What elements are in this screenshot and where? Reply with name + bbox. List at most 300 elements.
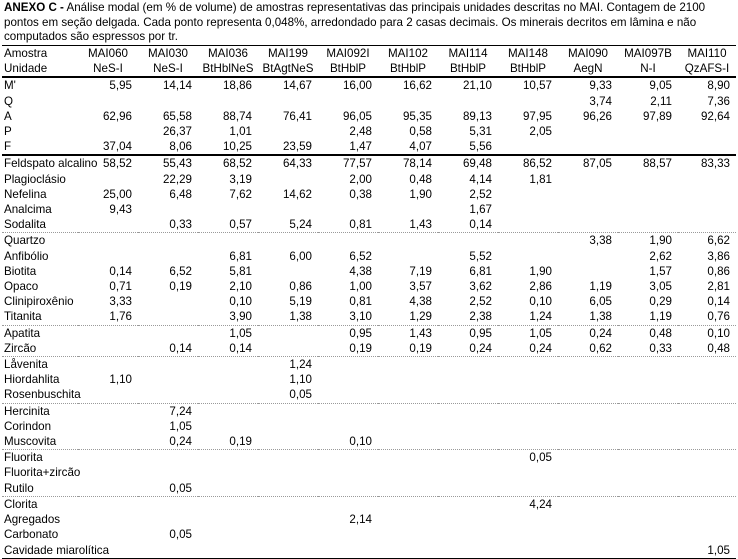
- table-cell: [258, 403, 318, 419]
- table-cell: 9,05: [649, 79, 672, 93]
- amostra-label: Amostra: [2, 46, 78, 62]
- table-cell: [438, 465, 498, 480]
- table-cell: [678, 496, 736, 512]
- table-cell: 6,52: [349, 249, 372, 263]
- table-cell: 1,43: [378, 325, 438, 341]
- table-cell: 5,31: [469, 125, 492, 139]
- table-cell: [498, 139, 558, 155]
- table-cell: 1,90: [618, 233, 678, 249]
- table-cell: [318, 372, 378, 387]
- table-cell: [678, 450, 736, 466]
- table-cell: 0,14: [707, 295, 730, 309]
- table-cell: 1,24: [529, 310, 552, 324]
- table-cell: [138, 372, 198, 387]
- modal-analysis-table: [2, 45, 736, 559]
- table-cell: [558, 172, 618, 187]
- table-cell: [498, 187, 558, 202]
- table-cell: [198, 403, 258, 419]
- table-cell: [78, 325, 138, 341]
- table-cell: [678, 527, 736, 542]
- table-cell: 4,14: [469, 172, 492, 186]
- table-row: [2, 264, 736, 279]
- table-cell: [198, 465, 258, 480]
- table-cell: 1,90: [529, 264, 552, 278]
- table-row: [2, 419, 736, 434]
- table-cell: [378, 512, 438, 527]
- table-cell: [498, 217, 558, 233]
- table-cell: 1,81: [529, 172, 552, 186]
- table-cell: 0,29: [649, 295, 672, 309]
- table-cell: [498, 387, 558, 403]
- table-cell: [618, 217, 678, 233]
- table-cell: [558, 187, 618, 202]
- table-cell: 0,24: [529, 341, 552, 355]
- table-cell: 65,58: [162, 109, 192, 123]
- table-cell: [498, 434, 558, 450]
- table-row: [2, 357, 736, 373]
- col-header-unidade: NeS-I: [138, 61, 198, 77]
- table-cell: 0,95: [318, 325, 378, 341]
- table-cell: 3,57: [409, 280, 432, 294]
- table-cell: [678, 217, 736, 233]
- table-row: [2, 403, 736, 419]
- table-cell: [618, 434, 678, 450]
- mineral-name: Plagioclásio: [4, 172, 66, 186]
- table-cell: [378, 94, 438, 109]
- table-cell: 0,10: [678, 325, 736, 341]
- table-cell: [78, 481, 138, 497]
- table-cell: 0,76: [707, 310, 730, 324]
- table-cell: 2,00: [349, 172, 372, 186]
- table-cell: 68,52: [198, 155, 258, 171]
- table-cell: [378, 233, 438, 249]
- mineral-name: Feldspato alcalino: [4, 157, 98, 171]
- table-row: [2, 217, 736, 233]
- mineral-name: Corindon: [4, 419, 52, 433]
- table-row: [2, 187, 736, 202]
- table-cell: 69,48: [438, 155, 498, 171]
- table-cell: [558, 419, 618, 434]
- mineral-name: Clinipiroxênio: [4, 295, 74, 309]
- table-cell: 8,90: [707, 79, 730, 93]
- table-cell: 0,81: [349, 218, 372, 232]
- mineral-name: Zircão: [4, 341, 37, 355]
- table-cell: [258, 450, 318, 466]
- table-cell: [438, 357, 498, 373]
- table-cell: 2,62: [649, 249, 672, 263]
- table-cell: 2,11: [650, 94, 672, 108]
- table-row: [2, 527, 736, 542]
- table-cell: 0,19: [169, 280, 192, 294]
- table-cell: 95,35: [402, 109, 432, 123]
- table-cell: 1,90: [409, 187, 432, 201]
- table-cell: [138, 294, 198, 309]
- table-cell: [618, 172, 678, 187]
- table-cell: 9,43: [109, 203, 132, 217]
- table-cell: [318, 465, 378, 480]
- table-cell: 0,95: [438, 325, 498, 341]
- table-cell: 1,29: [409, 310, 432, 324]
- table-cell: [438, 419, 498, 434]
- table-row: [2, 512, 736, 527]
- table-cell: 0,14: [469, 218, 492, 232]
- table-cell: [78, 387, 138, 403]
- table-cell: [258, 94, 318, 109]
- col-header-amostra: MAI030: [138, 46, 198, 62]
- mineral-name: Carbonato: [4, 528, 59, 542]
- table-cell: 3,62: [469, 280, 492, 294]
- table-cell: [498, 249, 558, 264]
- table-cell: [378, 465, 438, 480]
- table-cell: [198, 94, 258, 109]
- table-cell: [498, 233, 558, 249]
- table-cell: 3,74: [589, 94, 612, 108]
- table-cell: 6,05: [589, 295, 612, 309]
- col-header-amostra: MAI060: [78, 46, 138, 62]
- table-cell: 0,10: [229, 295, 252, 309]
- table-cell: [438, 543, 498, 559]
- table-cell: 0,05: [498, 450, 558, 466]
- table-row: [2, 94, 736, 109]
- col-header-unidade: BtAgtNeS: [258, 61, 318, 77]
- table-row: [2, 294, 736, 309]
- table-cell: [78, 94, 138, 109]
- table-cell: [438, 512, 498, 527]
- col-header-amostra: MAI199: [258, 46, 318, 62]
- table-cell: [198, 387, 258, 403]
- table-cell: [678, 465, 736, 480]
- mineral-name: Opaco: [4, 280, 39, 294]
- table-cell: 1,10: [289, 373, 312, 387]
- table-cell: [318, 543, 378, 559]
- table-row: [2, 450, 736, 466]
- table-cell: [618, 512, 678, 527]
- table-cell: [198, 233, 258, 249]
- table-cell: 0,14: [169, 341, 192, 355]
- mineral-name: Rutilo: [4, 481, 34, 495]
- table-cell: [678, 202, 736, 217]
- table-cell: [558, 357, 618, 373]
- table-row: [2, 341, 736, 357]
- table-row: [2, 124, 736, 139]
- table-body: [2, 46, 736, 559]
- col-header-amostra: MAI036: [198, 46, 258, 62]
- table-cell: [78, 233, 138, 249]
- table-cell: [378, 419, 438, 434]
- table-cell: 14,14: [162, 79, 192, 93]
- table-cell: [618, 450, 678, 466]
- table-cell: 0,24: [558, 325, 618, 341]
- table-cell: [558, 124, 618, 139]
- table-cell: [258, 264, 318, 279]
- table-cell: [78, 217, 138, 233]
- table-cell: 5,24: [289, 218, 312, 232]
- table-cell: [678, 387, 736, 403]
- mineral-name: Fluorita+zircão: [4, 466, 81, 480]
- table-cell: [78, 496, 138, 512]
- table-cell: [498, 512, 558, 527]
- table-cell: 2,81: [707, 280, 730, 294]
- table-cell: [678, 403, 736, 419]
- table-cell: 4,07: [378, 139, 438, 155]
- table-row: [2, 465, 736, 480]
- table-cell: [498, 372, 558, 387]
- mineral-name: Muscovita: [4, 435, 57, 449]
- table-row: [2, 543, 736, 559]
- table-cell: 0,33: [169, 218, 192, 232]
- table-cell: [78, 419, 138, 434]
- table-cell: 0,05: [169, 528, 192, 542]
- mineral-name: Sodalita: [4, 218, 46, 232]
- table-cell: [378, 434, 438, 450]
- table-row: [2, 309, 736, 325]
- table-cell: [378, 403, 438, 419]
- table-cell: [618, 419, 678, 434]
- table-cell: 0,48: [707, 341, 730, 355]
- table-cell: [618, 139, 678, 155]
- table-cell: [78, 527, 138, 542]
- table-cell: 0,05: [169, 481, 192, 495]
- table-cell: 0,10: [349, 435, 372, 449]
- table-cell: [198, 419, 258, 434]
- header-row-unidade: [2, 61, 736, 77]
- table-cell: [138, 387, 198, 403]
- table-cell: [618, 481, 678, 497]
- table-cell: [258, 202, 318, 217]
- table-cell: 16,00: [342, 79, 372, 93]
- table-row: [2, 202, 736, 217]
- table-cell: [258, 496, 318, 512]
- table-cell: 1,05: [198, 325, 258, 341]
- table-cell: 78,14: [378, 155, 438, 171]
- table-cell: 0,71: [109, 280, 132, 294]
- table-cell: 2,14: [349, 513, 372, 527]
- table-cell: [378, 372, 438, 387]
- mineral-name: Q: [4, 94, 14, 108]
- table-row: [2, 249, 736, 264]
- table-cell: 0,14: [109, 264, 132, 278]
- table-cell: 1,00: [349, 280, 372, 294]
- table-cell: 4,24: [498, 496, 558, 512]
- table-cell: 1,01: [229, 125, 252, 139]
- table-cell: 0,14: [229, 341, 252, 355]
- table-cell: 1,05: [498, 325, 558, 341]
- table-cell: [558, 527, 618, 542]
- table-row: [2, 155, 736, 171]
- table-cell: 3,86: [707, 249, 730, 263]
- table-cell: 83,33: [678, 155, 736, 171]
- table-cell: [138, 249, 198, 264]
- table-cell: 6,48: [169, 187, 192, 201]
- table-cell: 3,10: [349, 310, 372, 324]
- mineral-name: Hercinita: [2, 403, 78, 419]
- col-header-unidade: BtHblP: [498, 61, 558, 77]
- col-header-unidade: BtHblNeS: [198, 61, 258, 77]
- table-cell: [258, 465, 318, 480]
- table-cell: [318, 527, 378, 542]
- table-cell: 14,67: [282, 79, 312, 93]
- table-cell: [378, 249, 438, 264]
- table-cell: [258, 481, 318, 497]
- table-cell: 87,05: [558, 155, 618, 171]
- table-row: [2, 77, 736, 93]
- table-cell: 4,38: [409, 295, 432, 309]
- col-header-unidade: BtHblP: [378, 61, 438, 77]
- table-cell: [678, 139, 736, 155]
- table-cell: [198, 450, 258, 466]
- table-cell: [138, 94, 198, 109]
- table-cell: 14,62: [282, 187, 312, 201]
- table-cell: [138, 233, 198, 249]
- table-cell: 62,96: [102, 109, 132, 123]
- table-cell: [438, 387, 498, 403]
- table-cell: 0,86: [707, 264, 730, 278]
- table-cell: [258, 543, 318, 559]
- table-cell: [78, 403, 138, 419]
- table-cell: 0,86: [289, 280, 312, 294]
- table-cell: 2,05: [529, 125, 552, 139]
- mineral-name: Cavidade miarolítica: [4, 543, 110, 557]
- table-cell: 0,81: [349, 295, 372, 309]
- table-cell: 0,38: [349, 187, 372, 201]
- table-cell: 3,19: [229, 172, 252, 186]
- mineral-name: Agregados: [4, 513, 61, 527]
- table-cell: [438, 403, 498, 419]
- table-cell: [318, 450, 378, 466]
- table-cell: [258, 419, 318, 434]
- table-cell: 1,43: [409, 218, 432, 232]
- table-cell: 25,00: [102, 187, 132, 201]
- table-cell: [198, 202, 258, 217]
- mineral-name: P: [4, 125, 12, 139]
- table-cell: [138, 450, 198, 466]
- table-cell: 2,86: [529, 280, 552, 294]
- table-cell: 1,10: [109, 373, 132, 387]
- table-cell: 5,81: [229, 264, 252, 278]
- table-row: [2, 279, 736, 294]
- table-cell: [198, 512, 258, 527]
- table-cell: [438, 450, 498, 466]
- table-cell: [558, 450, 618, 466]
- table-cell: 37,04: [78, 139, 138, 155]
- table-cell: 7,19: [409, 264, 432, 278]
- table-cell: [618, 403, 678, 419]
- table-cell: [678, 172, 736, 187]
- table-cell: [618, 187, 678, 202]
- mineral-name: Apatita: [2, 325, 78, 341]
- table-cell: [258, 124, 318, 139]
- table-cell: 92,64: [700, 109, 730, 123]
- table-cell: [78, 357, 138, 373]
- table-cell: [78, 450, 138, 466]
- table-row: [2, 481, 736, 497]
- table-cell: [378, 481, 438, 497]
- table-cell: 18,86: [222, 79, 252, 93]
- table-row: [2, 172, 736, 187]
- caption-text: Análise modal (em % de volume) de amostras representativas das principais unidades descritas no MAI. Contagem de 2100 pontos em seção delgada. Cada ponto representa 0,048%, arredondado para 2 casas decimais. Os minerais decritos em lâmina e não computados são espressos por tr.: [4, 1, 706, 44]
- mineral-name: Titanita: [4, 310, 42, 324]
- table-cell: 0,24: [469, 341, 492, 355]
- table-cell: 0,19: [229, 435, 252, 449]
- table-cell: [198, 543, 258, 559]
- table-row: [2, 233, 736, 249]
- table-cell: [378, 387, 438, 403]
- table-cell: [618, 543, 678, 559]
- table-cell: [438, 434, 498, 450]
- table-cell: 1,38: [289, 310, 312, 324]
- mineral-name: Quartzo: [2, 233, 78, 249]
- table-cell: [438, 481, 498, 497]
- table-cell: [318, 233, 378, 249]
- table-cell: [78, 124, 138, 139]
- table-cell: 9,33: [589, 79, 612, 93]
- table-cell: [198, 372, 258, 387]
- table-cell: [498, 202, 558, 217]
- table-cell: [378, 496, 438, 512]
- table-cell: 96,05: [342, 109, 372, 123]
- table-cell: [558, 496, 618, 512]
- table-cell: 10,57: [522, 79, 552, 93]
- table-cell: 3,38: [558, 233, 618, 249]
- table-cell: [198, 357, 258, 373]
- table-cell: [198, 481, 258, 497]
- table-cell: 0,62: [589, 341, 612, 355]
- col-header-amostra: MAI148: [498, 46, 558, 62]
- table-cell: 5,95: [109, 79, 132, 93]
- col-header-amostra: MAI114: [438, 46, 498, 62]
- mineral-name: Anfibólio: [4, 249, 49, 263]
- table-cell: 23,59: [258, 139, 318, 155]
- table-cell: [678, 357, 736, 373]
- table-cell: 77,57: [318, 155, 378, 171]
- table-cell: [138, 496, 198, 512]
- table-cell: [558, 217, 618, 233]
- table-cell: [438, 372, 498, 387]
- table-cell: [558, 465, 618, 480]
- table-cell: [258, 527, 318, 542]
- col-header-unidade: BtHblP: [318, 61, 378, 77]
- table-cell: [618, 202, 678, 217]
- table-cell: [138, 465, 198, 480]
- table-cell: 6,52: [169, 264, 192, 278]
- table-cell: 6,81: [229, 249, 252, 263]
- table-cell: [558, 387, 618, 403]
- table-cell: 55,43: [138, 155, 198, 171]
- mineral-name: Rosenbuschita: [4, 388, 81, 402]
- col-header-amostra: MAI090: [558, 46, 618, 62]
- table-cell: [258, 341, 318, 357]
- table-cell: [438, 94, 498, 109]
- table-cell: [558, 434, 618, 450]
- table-cell: 1,47: [318, 139, 378, 155]
- table-cell: [618, 465, 678, 480]
- table-cell: [618, 124, 678, 139]
- table-cell: [498, 543, 558, 559]
- table-cell: 58,52: [78, 155, 138, 171]
- col-header-amostra: MAI110: [678, 46, 736, 62]
- table-cell: [498, 357, 558, 373]
- table-cell: [498, 419, 558, 434]
- table-cell: 5,19: [289, 295, 312, 309]
- table-cell: [618, 372, 678, 387]
- table-cell: [438, 527, 498, 542]
- table-cell: [498, 465, 558, 480]
- table-cell: [678, 419, 736, 434]
- header-row-amostra: [2, 46, 736, 62]
- table-cell: 88,74: [222, 109, 252, 123]
- table-cell: [258, 434, 318, 450]
- table-cell: [378, 450, 438, 466]
